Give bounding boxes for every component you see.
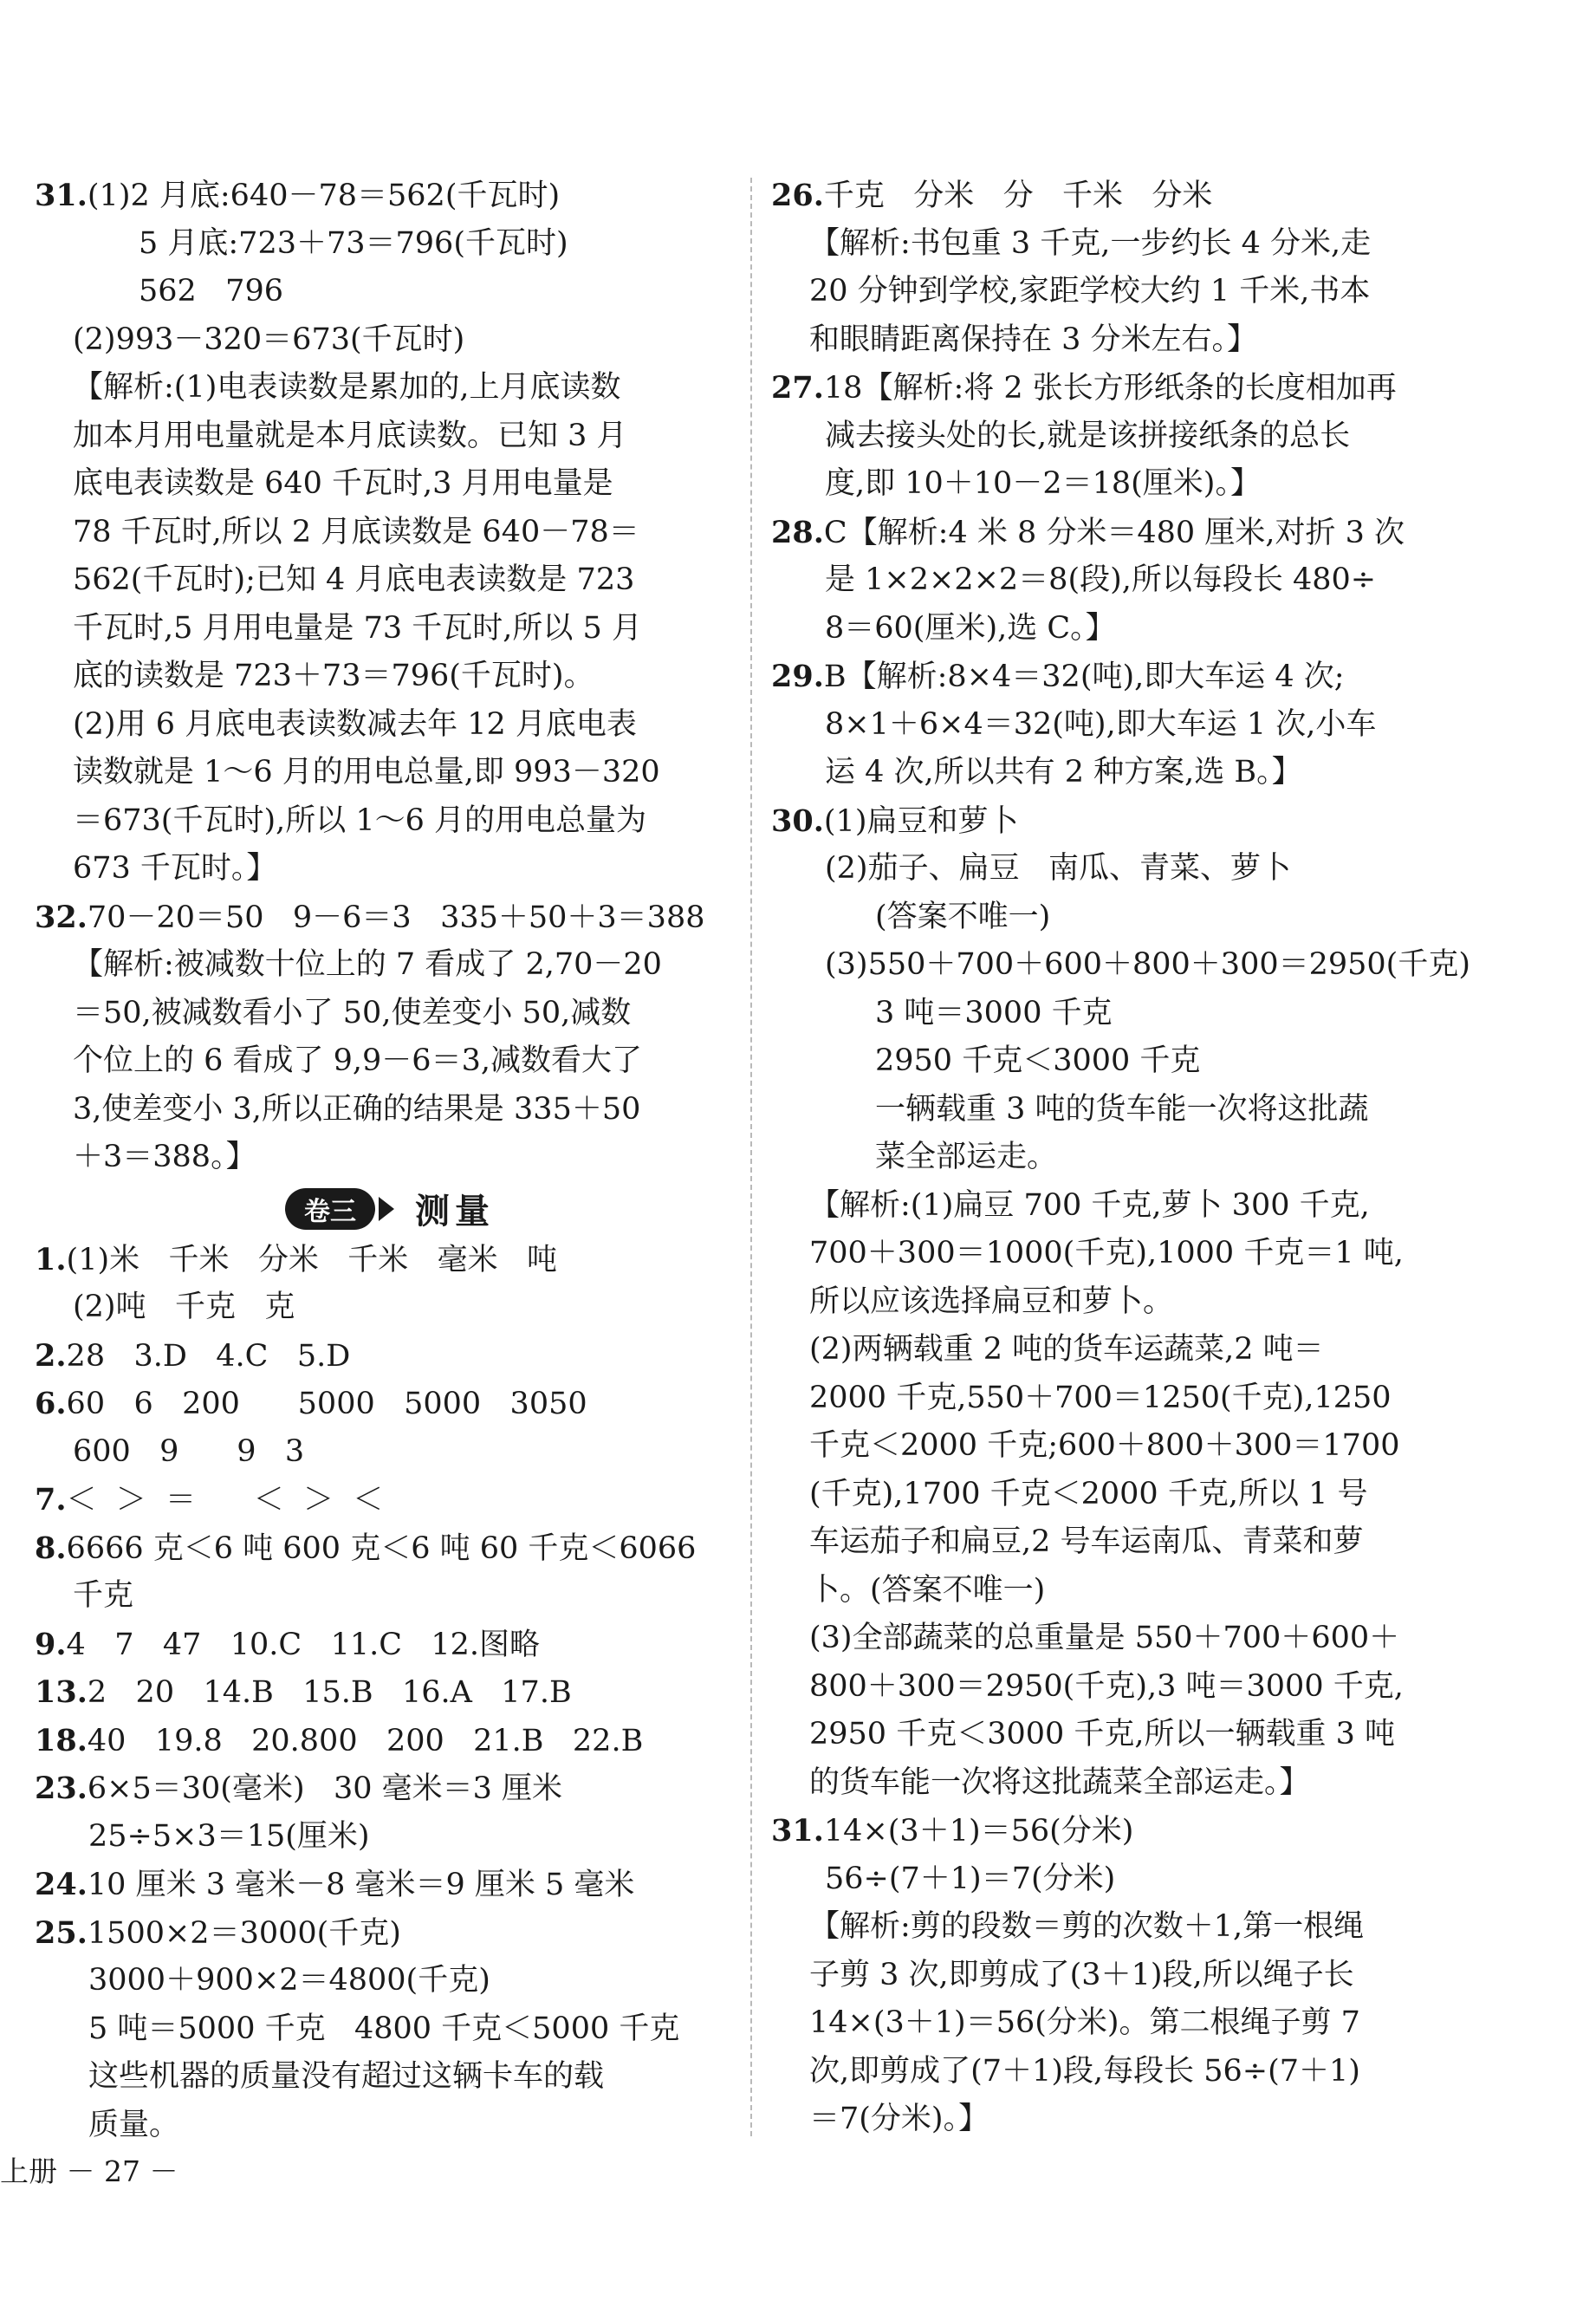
answer-text: 菜全部运走。	[875, 1140, 1058, 1174]
answer-text: ＝7(分米)。】	[809, 2102, 989, 2136]
answer-text: 底的读数是 723＋73＝796(千瓦时)。	[73, 659, 594, 693]
answer-text: (2)用 6 月底电表读数减去年 12 月底电表	[73, 706, 637, 742]
answer-text: 所以应该选择扁豆和萝卜。	[809, 1283, 1174, 1319]
answer-text: (2)茄子、扁豆 南瓜、青菜、萝卜	[825, 851, 1291, 886]
answer-text: 读数就是 1～6 月的用电总量,即 993－320	[73, 755, 660, 790]
answer-text: ＝673(千瓦时),所以 1～6 月的用电总量为	[73, 803, 647, 838]
answer-line	[771, 413, 1473, 461]
question-number: 23.	[35, 1771, 88, 1806]
answer-line	[771, 1086, 1473, 1134]
answer-line	[35, 2005, 745, 2054]
answer-text: 20 分钟到学校,家距学校大约 1 千米,书本	[809, 274, 1371, 309]
answer-line	[771, 316, 1473, 365]
answer-text: (千克),1700 千克＜2000 千克,所以 1 号	[809, 1476, 1368, 1511]
answer-text: 8×1＋6×4＝32(吨),即大车运 1 次,小车	[825, 706, 1377, 742]
answer-line	[771, 1422, 1473, 1471]
answer-text: 这些机器的质量没有超过这辆卡车的载	[88, 2059, 605, 2094]
answer-line	[35, 413, 745, 461]
question-number: 27.	[771, 370, 824, 406]
answer-text: 底电表读数是 640 千瓦时,3 月用电量是	[73, 466, 613, 501]
answer-line	[35, 1428, 745, 1477]
answer-line	[35, 1283, 745, 1332]
answer-line	[35, 1037, 745, 1086]
answer-line	[35, 1764, 745, 1813]
answer-line	[771, 1230, 1473, 1278]
left-column	[35, 172, 745, 2149]
answer-line	[771, 1134, 1473, 1182]
answer-line	[771, 1663, 1473, 1712]
answer-text: 700＋300＝1000(千克),1000 千克＝1 吨,	[809, 1236, 1404, 1270]
answer-line	[771, 749, 1473, 797]
answer-text: 3000＋900×2＝4800(千克)	[88, 1963, 490, 1998]
answer-line	[35, 797, 745, 846]
answer-text: 子剪 3 次,即剪成了(3＋1)段,所以绳子长	[809, 1957, 1354, 1992]
answer-text: 千克 分米 分 千米 分米	[823, 179, 1213, 213]
answer-line	[771, 1374, 1473, 1423]
answer-line	[35, 172, 745, 220]
answer-text: 一辆载重 3 吨的货车能一次将这批蔬	[875, 1091, 1369, 1127]
answer-text: 4 7 47 10.C 11.C 12.图略	[66, 1627, 541, 1662]
answer-text: 562 796	[139, 274, 283, 309]
answer-text: (1)2 月底:640－78＝562(千瓦时)	[87, 179, 561, 213]
answer-line	[771, 797, 1473, 846]
answer-text: 和眼睛距离保持在 3 分米左右。】	[809, 322, 1258, 357]
answer-line	[35, 1717, 745, 1765]
answer-text: 千克＜2000 千克;600＋800＋300＝1700	[809, 1428, 1400, 1463]
answer-line	[35, 509, 745, 557]
answer-text: 28 3.D 4.C 5.D	[66, 1338, 351, 1374]
answer-line	[35, 1621, 745, 1669]
answer-line	[771, 1999, 1473, 2048]
question-number: 2.	[35, 1337, 67, 1374]
answer-line	[35, 460, 745, 509]
answer-line	[771, 1471, 1473, 1519]
question-number: 25.	[35, 1914, 88, 1951]
section-heading	[35, 1182, 745, 1236]
answer-text: 6666 克＜6 吨 600 克＜6 吨 60 千克＜6066	[66, 1530, 697, 1566]
answer-line	[771, 2048, 1473, 2096]
answer-text: 卜。(答案不唯一)	[809, 1572, 1046, 1608]
answer-text: 的货车能一次将这批蔬菜全部运走。】	[809, 1764, 1310, 1800]
answer-text: (3)全部蔬菜的总重量是 550＋700＋600＋	[809, 1621, 1400, 1655]
answer-line	[771, 1567, 1473, 1615]
question-number: 13.	[35, 1674, 88, 1710]
answer-line	[35, 2053, 745, 2102]
answer-line	[771, 2096, 1473, 2144]
answer-line	[771, 845, 1473, 894]
answer-text: C【解析:4 米 8 分米＝480 厘米,对折 3 次	[823, 515, 1405, 550]
answer-line	[35, 605, 745, 653]
answer-text: 2950 千克＜3000 千克	[875, 1043, 1201, 1078]
question-number: 18.	[35, 1722, 88, 1758]
answer-line	[771, 1615, 1473, 1663]
answer-text: (1)扁豆和萝卜	[823, 803, 1019, 839]
answer-line	[35, 268, 745, 316]
answer-text: ＋3＝388。】	[73, 1140, 256, 1174]
answer-text: ＜ ＞ ＝ ＜ ＞ ＜	[66, 1483, 384, 1517]
answer-text: B【解析:8×4＝32(吨),即大车运 4 次;	[823, 660, 1345, 694]
answer-line	[771, 220, 1473, 269]
answer-text: 3 吨＝3000 千克	[875, 995, 1113, 1030]
answer-text: ＝50,被减数看小了 50,使差变小 50,减数	[73, 995, 632, 1030]
answer-line	[35, 894, 745, 942]
answer-line	[35, 220, 745, 269]
answer-line	[35, 1957, 745, 2005]
answer-line	[771, 653, 1473, 701]
answer-line	[35, 749, 745, 797]
answer-line	[35, 1524, 745, 1573]
answer-line	[771, 556, 1473, 605]
answer-text: 60 6 200 5000 5000 3050	[66, 1387, 587, 1421]
answer-line	[771, 894, 1473, 942]
answer-text: 3,使差变小 3,所以正确的结果是 335＋50	[73, 1091, 641, 1127]
answer-line	[771, 1182, 1473, 1231]
question-number: 31.	[771, 1813, 824, 1849]
answer-text: 14×(3＋1)＝56(分米)。第二根绳子剪 7	[809, 2005, 1360, 2040]
answer-text: 度,即 10＋10－2＝18(厘米)。】	[825, 466, 1261, 501]
answer-text: (3)550＋700＋600＋800＋300＝2950(千克)	[825, 947, 1470, 982]
answer-text: 运 4 次,所以共有 2 种方案,选 B。】	[825, 755, 1302, 790]
answer-line	[35, 1572, 745, 1621]
answer-line	[35, 653, 745, 701]
answer-text: 800＋300＝2950(千克),3 吨＝3000 千克,	[809, 1668, 1404, 1704]
answer-text: 千瓦时,5 月用电量是 73 千瓦时,所以 5 月	[73, 610, 642, 646]
answer-text: 2 20 14.B 15.B 16.A 17.B	[87, 1675, 572, 1710]
answer-line	[771, 941, 1473, 990]
answer-text: (1)米 千米 分米 千米 毫米 吨	[66, 1242, 558, 1277]
answer-text: 56÷(7＋1)＝7(分米)	[825, 1861, 1116, 1896]
answer-line	[35, 1476, 745, 1524]
answer-text: 千克	[73, 1578, 134, 1613]
question-number: 9.	[35, 1626, 67, 1662]
answer-line	[771, 460, 1473, 509]
answer-line	[771, 1807, 1473, 1855]
right-column	[771, 172, 1473, 2144]
answer-text: 质量。	[88, 2107, 180, 2142]
column-divider	[750, 178, 752, 2136]
answer-text: (2)吨 千克 克	[73, 1290, 295, 1324]
answer-line	[35, 316, 745, 365]
question-number: 24.	[35, 1867, 88, 1902]
answer-line	[35, 990, 745, 1038]
answer-text: 【解析:(1)电表读数是累加的,上月底读数	[73, 370, 621, 405]
answer-text: 5 月底:723＋73＝796(千瓦时)	[139, 225, 568, 261]
answer-line	[35, 1086, 745, 1134]
answer-text: 【解析:(1)扁豆 700 千克,萝卜 300 千克,	[809, 1187, 1370, 1223]
answer-text: 5 吨＝5000 千克 4800 千克＜5000 千克	[88, 2011, 680, 2046]
answer-line	[771, 1759, 1473, 1808]
answer-line	[771, 364, 1473, 413]
answer-line	[35, 1861, 745, 1909]
answer-line	[35, 556, 745, 605]
answer-text: (2)993－320＝673(千瓦时)	[73, 322, 465, 357]
question-number: 26.	[771, 178, 824, 213]
answer-text: 78 千瓦时,所以 2 月底读数是 640－78＝	[73, 514, 639, 549]
answer-text: 18【解析:将 2 张长方形纸条的长度相加再	[823, 371, 1397, 406]
question-number: 32.	[35, 899, 88, 935]
question-number: 1.	[35, 1241, 67, 1277]
answer-line	[771, 509, 1473, 557]
answer-text: 14×(3＋1)＝56(分米)	[823, 1814, 1134, 1849]
answer-line	[771, 1903, 1473, 1952]
answer-text: 2000 千克,550＋700＝1250(千克),1250	[809, 1380, 1392, 1415]
answer-line	[35, 364, 745, 413]
answer-text: 【解析:书包重 3 千克,一步约长 4 分米,走	[809, 225, 1372, 261]
question-number: 28.	[771, 514, 824, 550]
answer-text: 562(千瓦时);已知 4 月底电表读数是 723	[73, 562, 635, 597]
answer-line	[771, 1518, 1473, 1567]
answer-line	[35, 941, 745, 990]
answer-text: 次,即剪成了(7＋1)段,每段长 56÷(7＋1)	[809, 2053, 1360, 2089]
answer-text: (答案不唯一)	[875, 899, 1051, 934]
question-number: 30.	[771, 803, 824, 839]
answer-text: 减去接头处的长,就是该拼接纸条的总长	[825, 418, 1351, 453]
answer-line	[35, 1134, 745, 1182]
answer-line	[771, 268, 1473, 316]
answer-line	[771, 1711, 1473, 1759]
answer-line	[35, 701, 745, 750]
answer-text: 40 19.8 20.800 200 21.B 22.B	[87, 1723, 644, 1758]
answer-text: 是 1×2×2×2＝8(段),所以每段长 480÷	[825, 562, 1377, 597]
answer-text: 加本月用电量就是本月底读数。已知 3 月	[73, 418, 627, 453]
answer-text: 673 千瓦时。】	[73, 851, 277, 886]
answer-line	[35, 2102, 745, 2150]
answer-line	[35, 1332, 745, 1381]
answer-line	[771, 1952, 1473, 2000]
question-number: 6.	[35, 1386, 67, 1421]
answer-text: 车运茄子和扁豆,2 号车运南瓜、青菜和萝	[809, 1524, 1364, 1559]
answer-line	[771, 1037, 1473, 1086]
answer-line	[35, 1668, 745, 1717]
answer-text: 【解析:剪的段数＝剪的次数＋1,第一根绳	[809, 1909, 1365, 1944]
answer-line	[35, 1813, 745, 1862]
answer-line	[35, 845, 745, 894]
answer-line	[771, 1278, 1473, 1327]
question-number: 7.	[35, 1482, 67, 1517]
question-number: 8.	[35, 1530, 67, 1566]
answer-text: 1500×2＝3000(千克)	[87, 1915, 401, 1951]
question-number: 31.	[35, 178, 88, 213]
section-title: 测量	[415, 1192, 495, 1231]
answer-line	[771, 701, 1473, 750]
answer-line	[771, 605, 1473, 653]
answer-text: (2)两辆载重 2 吨的货车运蔬菜,2 吨＝	[809, 1332, 1324, 1367]
answer-line	[771, 172, 1473, 220]
section-badge: 卷三	[285, 1188, 375, 1230]
answer-line	[35, 1909, 745, 1958]
answer-text: 2950 千克＜3000 千克,所以一辆载重 3 吨	[809, 1717, 1396, 1751]
answer-text: 10 厘米 3 毫米－8 毫米＝9 厘米 5 毫米	[87, 1868, 635, 1902]
page-footer: 上册 － 27 －	[0, 2154, 178, 2188]
answer-text: 8＝60(厘米),选 C。】	[825, 610, 1116, 646]
answer-text: 600 9 9 3	[73, 1433, 305, 1469]
answer-text: 个位上的 6 看成了 9,9－6＝3,减数看大了	[73, 1043, 642, 1078]
answer-line	[771, 1326, 1473, 1374]
answer-line	[771, 990, 1473, 1038]
answer-line	[35, 1236, 745, 1284]
question-number: 29.	[771, 659, 824, 694]
answer-line	[771, 1855, 1473, 1904]
answer-text: 【解析:被减数十位上的 7 看成了 2,70－20	[73, 947, 662, 982]
answer-text: 70－20＝50 9－6＝3 335＋50＋3＝388	[87, 900, 705, 935]
answer-text: 25÷5×3＝15(厘米)	[88, 1818, 370, 1854]
answer-line	[35, 1380, 745, 1428]
answer-text: 6×5＝30(毫米) 30 毫米＝3 厘米	[87, 1771, 563, 1806]
